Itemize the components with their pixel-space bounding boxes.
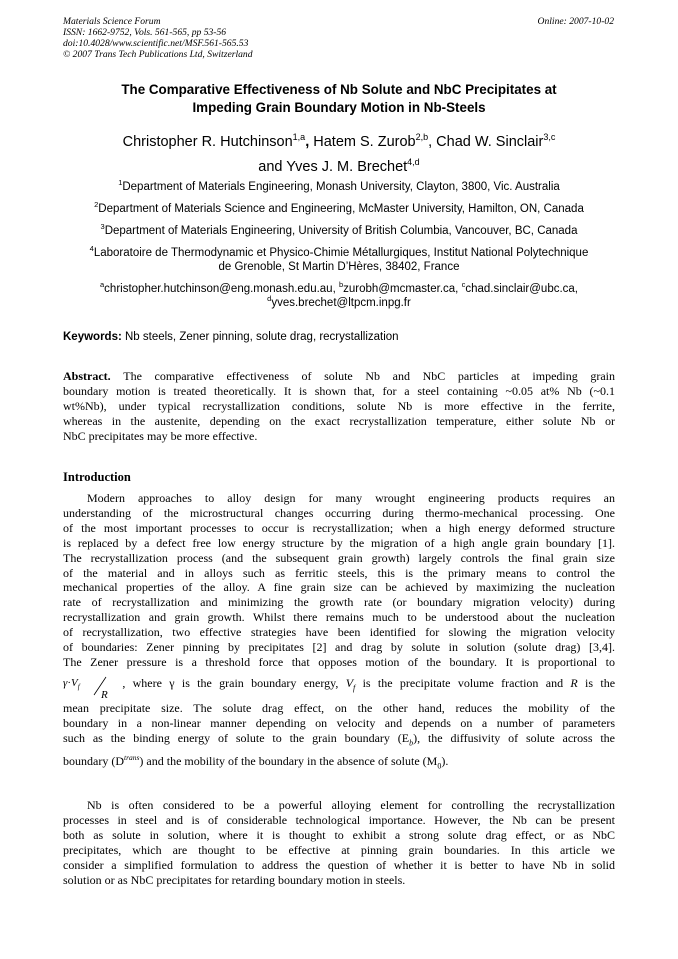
journal-header [63,16,253,60]
email-link[interactable]: chad.sinclair@ubc.ca, [465,283,578,295]
journal-copyright: © 2007 Trans Tech Publications Ltd, Switzerland [63,49,253,60]
author-list: Christopher R. Hutchinson$^{1,a}$, Hatem S. Zurob$^{2,b}$, Chad W. Sinclair$^{3,c}$ and Yves J. M. Brechet$^{4,d}$ [122,132,556,175]
journal-doi: doi:10.4028/www.scientific.net/MSF.561-565.53 [63,38,249,49]
author-affil-sup: 1,a [292,132,306,142]
author-name: Chad W. Sinclair [436,134,544,150]
title-line: The Comparative Effectiveness of Nb Solute and NbC Precipitates at [121,82,557,97]
author-name: Yves J. M. Brechet [286,159,408,175]
affiliation: $^1$Department of Materials Engineering, Monash University, Clayton, 3800, Vic. Australia [118,178,560,193]
keywords-label: Keywords: [63,331,122,343]
author-name: Christopher R. Hutchinson [122,134,293,150]
keywords-text: Nb steels, Zener pinning, solute drag, recrystallization [125,331,399,343]
author-affil-sup: 2,b [415,132,429,142]
keywords [63,331,399,343]
zener-formula: $\gamma\cdot V_f$ R [63,673,115,697]
paper-title [63,81,615,117]
journal-issn: ISSN: 1662-9752, Vols. 561-565, pp 53-56 [63,27,227,38]
section-heading: Introduction [63,470,131,484]
title-line: Impeding Grain Boundary Motion in Nb-Steels [192,100,486,115]
author-affil-sup: 3,c [543,132,556,142]
email-link[interactable]: christopher.hutchinson@eng.monash.edu.au, [104,283,336,295]
body-paragraph: Nb is often considered to be a powerful alloying element for controlling the recrystallization processes in steel and is of considerable technological importance. However, the Nb can be present both as solute in solution, where it is thought to exhibit a strong solute drag effect, or as NbC precipitates, which are thought to be effective at pinning grain boundaries. In this article we consider a simplified formulation to address the question of whether it is better to have Nb in solid solution or as NbC precipitates for retarding boundary motion in steels. [63,798,615,887]
affiliation-list [63,180,615,318]
journal-name: Materials Science Forum [63,16,161,27]
abstract-label: Abstract. [63,369,111,383]
email-link[interactable]: zurobh@mcmaster.ca, [343,283,459,295]
affiliation: $^3$Department of Materials Engineering, University of British Columbia, Vancouver, BC, Canada [100,222,578,237]
abstract: Abstract. The comparative effectiveness of solute Nb and NbC particles at impeding grain boundary motion is treated theoretically. It is shown that, for a steel containing ~0.05 at% Nb (~0.1 wt%Nb), under typical recrystallization conditions, solute Nb is more effective in the ferrite, whereas in the austenite, depending on the exact recrystallization temperature, either solute Nb or NbC precipitates may be more effective. [63,369,615,443]
author-affil-sup: 4,d [407,157,420,167]
affiliation: $^2$Department of Materials Science and Engineering, McMaster University, Hamilton, ON, Canada [94,200,584,215]
affiliation: $^4$Laboratoire de Thermodynamic et Physico-Chimie Métallurgiques, Institut National Polytechnique de Grenoble, St Martin D’Hères, 38402, France [89,244,589,273]
author-name: Hatem S. Zurob [313,134,416,150]
introduction-paragraph: Modern approaches to alloy design for many wrought engineering products requires an understanding of the microstructural changes occurring during thermo-mechanical processing. One of the most important processes to occur is recrystallization; when a high energy deformed structure is replaced by a defect free low energy structure by the migration of a high angle grain boundary [1]. The recrystallization process (and the subsequent grain growth) largely controls the final grain size of the material and in alloys such as ferritic steels, this is the primary means to control the mechanical properties of the alloy. A fine grain size can be achieved by maximizing the nucleation rate of recrystallization and minimizing the growth rate (or boundary migration velocity) during recrystallization and grain growth. Whilst there remains much to be understood about the nucleation of recrystallization, two effective strategies have been identified for slowing the migration velocity of boundaries: Zener pinning by precipitates [2] and drag by solute in solution (solute drag) [3,4]. The Zener pressure is a threshold force that opposes motion of the boundary. It is proportional to $\gamma\cdot V_f$ R , where γ is the grain boundary energy, $V_f$ is the precipitate volume fraction and R is the mean precipitate size. The solute drag effect, on the other hand, reduces the mobility of the boundary in a non-linear manner depending on velocity and depends on a number of parameters such as the binding energy of solute to the grain boundary $(E_b)$, the diffusivity of solute across the boundary $(D^{trans})$ and the mobility of the boundary in the absence of solute $(M_0)$. [63,491,616,771]
author-conjunction: and [258,159,283,175]
email-link[interactable]: yves.brechet@ltpcm.inpg.fr [271,297,411,309]
email-list: $^a$christopher.hutchinson@eng.monash.edu.au, $^b$zurobh@mcmaster.ca, $^c$chad.sinclair@ubc.ca, $^d$yves.brechet@ltpcm.inpg.fr [100,280,578,309]
online-date: Online: 2007-10-02 [537,16,614,27]
